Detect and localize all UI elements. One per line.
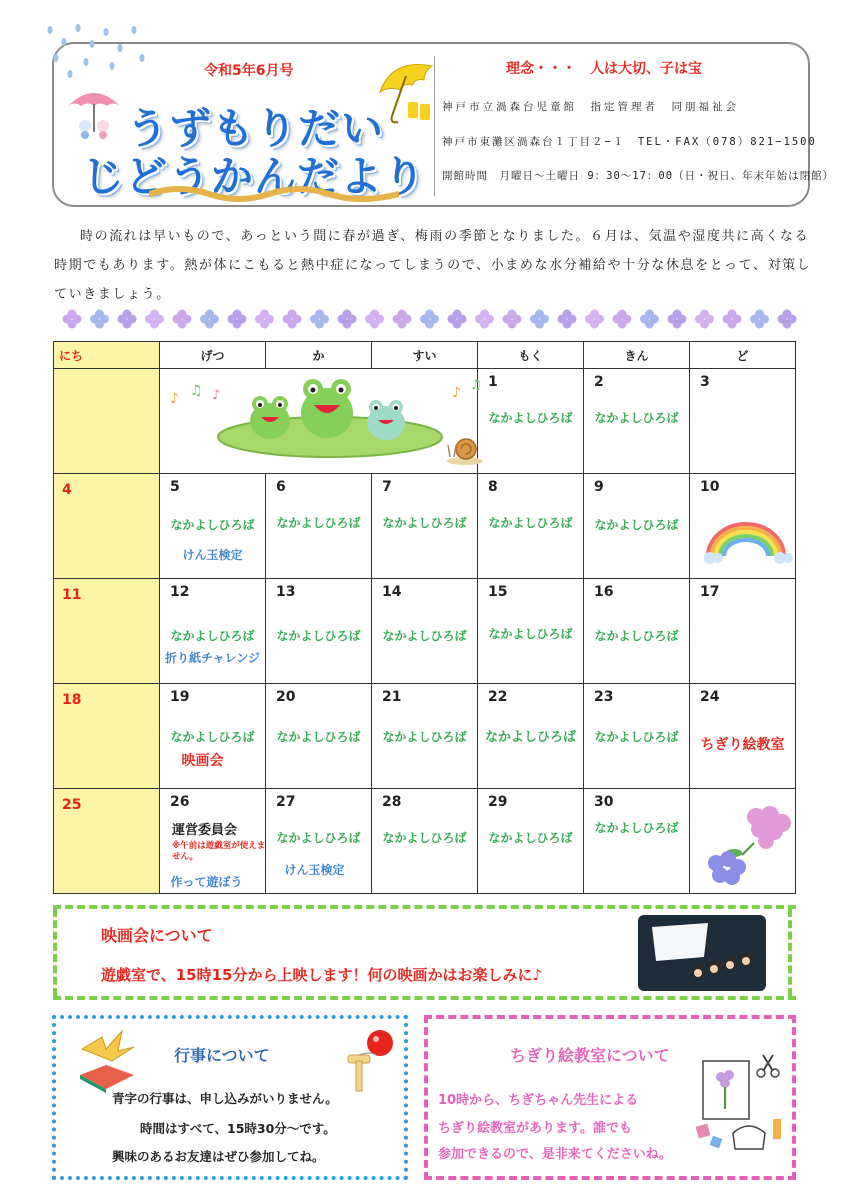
calendar-day-cell <box>478 369 584 474</box>
newsletter-header <box>52 42 835 207</box>
calendar-day-cell <box>478 579 584 684</box>
event-label: なかよしひろば <box>276 831 361 845</box>
day-number: 10 <box>700 479 720 495</box>
calendar-day-cell <box>690 369 796 474</box>
day-number: 11 <box>62 587 82 603</box>
calendar-day-cell <box>478 684 584 789</box>
rainbow-icon <box>698 514 798 564</box>
day-number: 2 <box>594 374 604 390</box>
calendar-day-cell <box>372 789 478 894</box>
weekday-header-row <box>54 342 796 369</box>
event-label: なかよしひろば <box>594 821 679 835</box>
hydrangea-flower-icon <box>118 310 137 329</box>
chigiri-line-1: 10時から、ちぎちゃん先生による <box>438 1093 639 1108</box>
event-label: なかよしひろば <box>488 831 573 845</box>
header-sunday: にち <box>54 342 160 369</box>
hydrangea-flower-icon <box>778 310 797 329</box>
day-number: 14 <box>382 584 402 600</box>
event-label: なかよしひろば <box>170 518 255 532</box>
day-number: 5 <box>170 479 180 495</box>
calendar-day-cell <box>478 789 584 894</box>
hydrangea-flower-icon <box>613 310 632 329</box>
day-number: 17 <box>700 584 720 600</box>
day-number: 9 <box>594 479 604 495</box>
calendar-day-cell <box>266 579 372 684</box>
calendar-week <box>54 579 796 684</box>
hydrangea-icon <box>694 793 804 893</box>
calendar-day-cell <box>54 369 160 474</box>
day-number: 6 <box>276 479 286 495</box>
events-line-2: 時間はすべて、15時30分〜です。 <box>140 1121 336 1136</box>
hydrangea-flower-icon <box>200 310 219 329</box>
newsletter-title-line2: じどうかんだより <box>82 152 427 201</box>
svg-text:♫: ♫ <box>470 378 482 393</box>
svg-text:♪: ♪ <box>452 385 461 401</box>
event-label-secondary: 作って遊ぼう <box>170 875 243 889</box>
hydrangea-flower-icon <box>420 310 439 329</box>
event-label: なかよしひろば <box>382 730 467 744</box>
header-wednesday: すい <box>372 342 478 369</box>
event-label: なかよしひろば <box>594 629 679 643</box>
events-title: 行事について <box>174 1046 270 1065</box>
chigiri-info-box <box>424 1015 796 1180</box>
calendar-day-cell <box>266 789 372 894</box>
day-number: 7 <box>382 479 392 495</box>
day-number: 18 <box>62 692 82 708</box>
event-label: 運営委員会 <box>172 823 238 838</box>
day-number: 15 <box>488 584 508 600</box>
calendar-day-cell <box>54 579 160 684</box>
calendar-day-cell <box>266 474 372 579</box>
intro-paragraph: 時の流れは早いもので、あっという間に春が過ぎ、梅雨の季節となりました。６月は、気温や湿度共に高くなる時期でもあります。熱が体にこもると熱中症になってしまうので、小まめな水分補給や十分な休息をとって、対策していきましょう。 <box>54 229 812 302</box>
june-calendar <box>53 341 796 894</box>
calendar-day-cell <box>372 684 478 789</box>
newsletter-title-line1: うずもりだい <box>126 104 385 153</box>
event-label: なかよしひろば <box>276 516 361 530</box>
event-label: なかよしひろば <box>594 518 679 532</box>
opening-hours: 開館時間 月曜日〜土曜日 9：30〜17：00（日・祝日、年末年始は閉館） <box>442 170 835 182</box>
event-note: ※午前は遊戯室が使えません。 <box>172 841 266 862</box>
hydrangea-flower-icon <box>338 310 357 329</box>
header-monday: げつ <box>160 342 266 369</box>
event-label-secondary: けん玉検定 <box>182 548 243 562</box>
event-label: なかよしひろば <box>382 516 467 530</box>
calendar-day-cell <box>478 474 584 579</box>
calendar-week <box>54 789 796 894</box>
svg-text:♪: ♪ <box>170 391 179 407</box>
hydrangea-flower-icon <box>448 310 467 329</box>
motto: 理念・・・ 人は大切、子は宝 <box>506 61 702 77</box>
calendar-day-cell <box>372 579 478 684</box>
event-label: なかよしひろば <box>276 730 361 744</box>
calendar-day-cell <box>54 474 160 579</box>
calendar-week <box>54 684 796 789</box>
hydrangea-flower-icon <box>283 310 302 329</box>
header-thursday: もく <box>478 342 584 369</box>
calendar-day-cell <box>690 684 796 789</box>
movie-info-box <box>53 905 796 1000</box>
day-number: 28 <box>382 794 402 810</box>
facility-address: 神戸市東灘区渦森台１丁目２−１ TEL・FAX（078）821−1500 <box>442 136 817 148</box>
event-label: なかよしひろば <box>488 411 573 425</box>
calendar-week <box>54 369 796 474</box>
hydrangea-flower-icon <box>228 310 247 329</box>
theater-icon <box>638 915 766 991</box>
frogs-on-lily-pad-icon <box>160 369 500 471</box>
hydrangea-flower-icon <box>695 310 714 329</box>
events-line-3: 興味のあるお友達はぜひ参加してね。 <box>112 1149 325 1164</box>
event-label: なかよしひろば <box>170 629 255 643</box>
calendar-day-cell <box>266 684 372 789</box>
pink-umbrella-icon <box>64 82 124 142</box>
hydrangea-flower-icon <box>530 310 549 329</box>
event-label-secondary: けん玉検定 <box>284 863 345 877</box>
kendama-icon <box>332 1025 402 1105</box>
event-label: なかよしひろば <box>484 730 576 745</box>
calendar-day-cell <box>54 684 160 789</box>
event-label: なかよしひろば <box>170 730 255 744</box>
hydrangea-flower-icon <box>475 310 494 329</box>
calendar-day-cell <box>584 369 690 474</box>
day-number: 22 <box>488 689 508 705</box>
header-friday: きん <box>584 342 690 369</box>
day-number: 24 <box>700 689 720 705</box>
event-label-secondary: 折り紙チャレンジ <box>164 651 261 665</box>
movie-title: 映画会について <box>101 926 213 945</box>
events-info-box <box>52 1015 408 1180</box>
day-number: 30 <box>594 794 614 810</box>
movie-text: 遊戯室で、15時15分から上映します！何の映画かはお楽しみに♪ <box>101 966 543 984</box>
facility-name: 神戸市立渦森台児童館 指定管理者 同朋福祉会 <box>442 101 739 113</box>
event-label: なかよしひろば <box>382 831 467 845</box>
chigiri-title: ちぎり絵教室について <box>510 1046 670 1065</box>
chigiri-line-2: ちぎり絵教室があります。誰でも <box>438 1121 632 1136</box>
chigiri-line-3: 参加できるので、是非来てくださいね。 <box>438 1147 672 1162</box>
svg-text:♫: ♫ <box>190 383 203 399</box>
hydrangea-flower-icon <box>640 310 659 329</box>
day-number: 27 <box>276 794 296 810</box>
hydrangea-flower-icon <box>558 310 577 329</box>
calendar-day-cell <box>160 789 266 894</box>
event-label: なかよしひろば <box>382 629 467 643</box>
event-label: なかよしひろば <box>594 730 679 744</box>
calendar-day-cell <box>690 474 796 579</box>
paper-crane-icon <box>72 1027 152 1097</box>
calendar-day-cell <box>160 684 266 789</box>
event-label: なかよしひろば <box>594 411 679 425</box>
calendar-day-cell <box>54 789 160 894</box>
event-label: なかよしひろば <box>488 516 573 530</box>
hydrangea-flower-icon <box>62 306 802 332</box>
day-number: 8 <box>488 479 498 495</box>
hydrangea-flower-icon <box>173 310 192 329</box>
calendar-day-cell <box>584 789 690 894</box>
day-number: 23 <box>594 689 614 705</box>
hydrangea-flower-icon <box>90 310 109 329</box>
event-label: なかよしひろば <box>276 629 361 643</box>
day-number: 12 <box>170 584 190 600</box>
calendar-day-cell <box>690 789 796 894</box>
hydrangea-flower-icon <box>145 310 164 329</box>
chigiri-art-icon <box>693 1049 789 1159</box>
hydrangea-flower-icon <box>310 310 329 329</box>
calendar-day-cell <box>160 474 266 579</box>
day-number: 21 <box>382 689 402 705</box>
hydrangea-flower-icon <box>668 310 687 329</box>
day-number: 26 <box>170 794 190 810</box>
calendar-day-cell <box>690 579 796 684</box>
hydrangea-flower-icon <box>255 310 274 329</box>
calendar-day-cell <box>584 579 690 684</box>
day-number: 19 <box>170 689 190 705</box>
day-number: 3 <box>700 374 710 390</box>
hydrangea-flower-icon <box>750 310 769 329</box>
header-saturday: ど <box>690 342 796 369</box>
calendar-day-cell <box>584 474 690 579</box>
hydrangea-flower-icon <box>585 310 604 329</box>
event-label-secondary: ちぎり絵教室 <box>700 737 785 753</box>
header-divider <box>434 56 435 196</box>
calendar-day-cell <box>584 684 690 789</box>
title-swirl-decoration <box>149 182 399 206</box>
hydrangea-flower-icon <box>503 310 522 329</box>
event-label: なかよしひろば <box>488 627 573 641</box>
hydrangea-flower-icon <box>723 310 742 329</box>
day-number: 4 <box>62 482 72 498</box>
svg-text:♪: ♪ <box>212 388 221 403</box>
calendar-week <box>54 474 796 579</box>
day-number: 20 <box>276 689 296 705</box>
calendar-day-cell <box>160 579 266 684</box>
day-number: 13 <box>276 584 296 600</box>
calendar-day-cell <box>372 474 478 579</box>
hydrangea-flower-icon <box>365 310 384 329</box>
hydrangea-flower-icon <box>63 310 82 329</box>
frogs-illustration-cell <box>160 369 482 474</box>
issue-label: 令和5年6月号 <box>204 63 294 79</box>
day-number: 1 <box>488 374 498 390</box>
event-label-secondary: 映画会 <box>181 753 224 769</box>
events-line-1: 青字の行事は、申し込みがいりません。 <box>112 1091 338 1106</box>
day-number: 29 <box>488 794 508 810</box>
hydrangea-flower-icon <box>393 310 412 329</box>
header-tuesday: か <box>266 342 372 369</box>
day-number: 16 <box>594 584 614 600</box>
day-number: 25 <box>62 797 82 813</box>
